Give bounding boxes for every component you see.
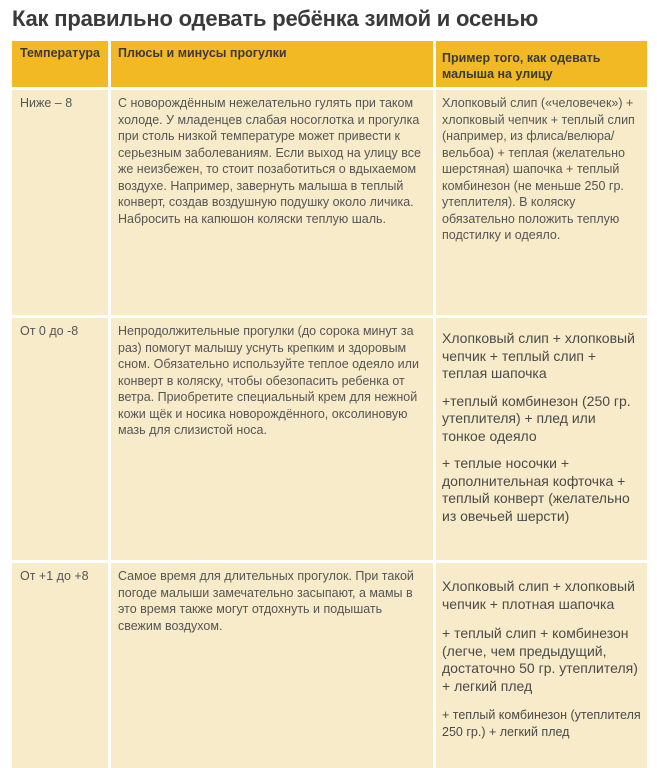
row1-example [436, 90, 647, 315]
row3-example-line-3: + теплый комбинезон (утеплителя 250 гр.) + легкий плед [442, 708, 641, 739]
header-pros-cons: Плюсы и минусы прогулки [111, 41, 433, 87]
row1-example-text: Хлопковый слип («человечек») + хлопковый чепчик + теплый слип (например, из флиса/велюра/вельбоа) + теплая (желательно шерстяная) шапочка + теплый комбинезон (не меньше 250 гр. утеплителя). В коляску обязательно положить теплую подстилку и одеяло. [442, 96, 635, 242]
row2-pros-cons: Непродолжительные прогулки (до сорока минут за раз) помогут малышу уснуть крепким и здоровым сном. Обязательно используйте теплое одеяло или конверт в коляску, чтобы обезопасить ребенка от ветра. Приобретите специальный крем для нежной кожи щёк и носика новорождённого, оксолиновую мазь для слизистой носа. [111, 318, 433, 560]
row2-temperature: От 0 до -8 [12, 318, 108, 560]
header-temperature: Температура [12, 41, 108, 87]
row3-example [436, 563, 647, 768]
row2-example-line-2: +теплый комбинезон (250 гр. утеплителя) + плед или тонкое одеяло [442, 392, 631, 444]
row2-example-line-1: Хлопковый слип + хлопковый чепчик + теплый слип + теплая шапочка [442, 330, 635, 381]
row3-example-line-2: + теплый слип + комбинезон (легче, чем предыдущий, достаточно 50 гр. утеплителя) + легкий плед [442, 625, 638, 694]
row1-temperature: Ниже – 8 [12, 90, 108, 315]
row1-pros-cons: С новорождённым нежелательно гулять при таком холоде. У младенцев слабая носоглотка и прогулка при столь низкой температуре может привести к серьезным заболеваниям. Если выход на улицу все же неизбежен, то стоит позаботиться о вдыхаемом воздухе. Например, завернуть малыша в теплый конверт, создав воздушную подушку около личика. Набросить на капюшон коляски теплую шаль. [111, 90, 433, 315]
row3-temperature: От +1 до +8 [12, 563, 108, 768]
header-example: Пример того, как одевать малыша на улицу [436, 41, 647, 87]
row3-example-line-1: Хлопковый слип + хлопковый чепчик + плотная шапочка [442, 578, 635, 612]
clothing-table [12, 41, 647, 768]
row3-pros-cons: Самое время для длительных прогулок. При такой погоде малыши замечательно засыпают, а мамы в это время также могут отдохнуть и подышать свежим воздухом. [111, 563, 433, 768]
row2-example-line-3: + теплые носочки + дополнительная кофточка + теплый конверт (желательно из овечьей шерсти) [442, 455, 630, 524]
row2-example [436, 318, 647, 560]
page-title: Как правильно одевать ребёнка зимой и осенью [12, 6, 539, 31]
